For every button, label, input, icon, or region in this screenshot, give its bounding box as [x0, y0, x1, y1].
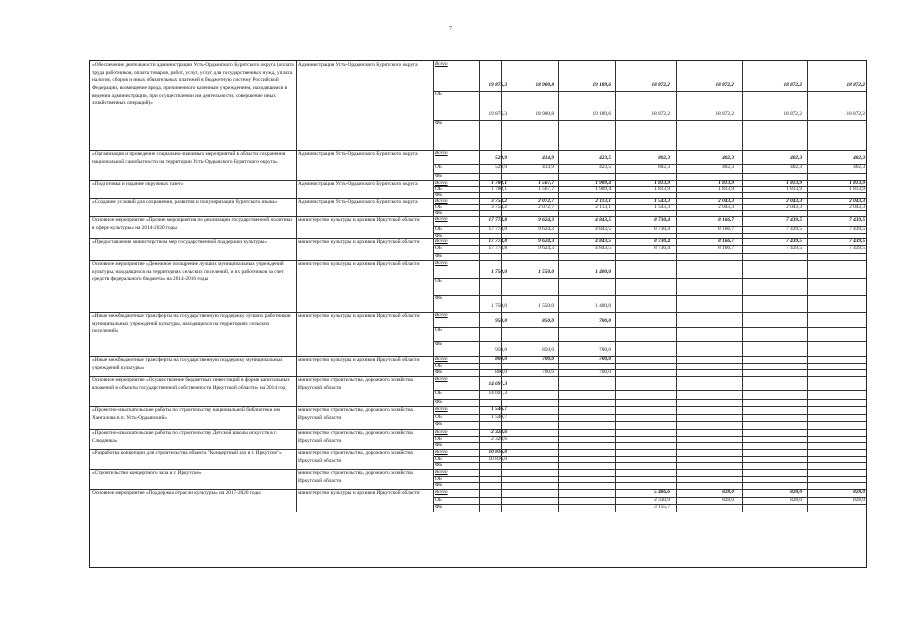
funding-source-row — [433, 245, 866, 253]
amount-cell: 529,9 — [495, 155, 507, 161]
amount-cell: 423,5 — [599, 164, 611, 170]
funding-source-label: Всего — [435, 180, 448, 186]
amount-cell: 4 843,5 — [595, 217, 611, 223]
table-row — [90, 429, 866, 449]
funding-source-label: Всего — [435, 406, 448, 412]
activity-description: «Создание условий для сохранения, развития и популяризации бурятского языка» — [92, 199, 278, 205]
activity-description: Основное мероприятие «Осуществление бюджетных инвестиций в форме капитальных вложений в объекты государственной собственности Иркутской области» на 2014 год — [92, 377, 290, 391]
table-row — [90, 356, 866, 376]
amount-cell: 10 816,0 — [488, 456, 507, 462]
funding-source-label: Всего — [435, 449, 448, 455]
amount-cell: 1 909,4 — [595, 186, 611, 192]
amount-cell: 828,0 — [790, 497, 802, 503]
responsible-executor: министерство культуры и архивов Иркутской области — [298, 217, 420, 223]
table-row — [90, 61, 866, 150]
table-row — [90, 406, 866, 429]
table-row — [90, 150, 866, 180]
funding-source-label: ФБ — [435, 210, 443, 216]
funding-source-row — [433, 226, 866, 233]
amount-cell: 1 567,7 — [538, 180, 554, 186]
amount-cell: 8 730,4 — [654, 217, 670, 223]
amount-cell: 2 043,3 — [718, 204, 734, 210]
funding-source-label: Всего — [435, 150, 448, 156]
funding-source-row — [433, 442, 866, 449]
amount-cell: 8 166,7 — [718, 226, 734, 232]
amount-cell: 14 691,3 — [488, 390, 507, 396]
amount-cell: 7 439,5 — [786, 226, 802, 232]
amount-cell: 2 043,3 — [849, 198, 865, 204]
table-row — [90, 469, 866, 489]
amount-cell: 18 872,2 — [715, 111, 734, 117]
table-row — [90, 312, 866, 356]
amount-cell: 18 872,2 — [783, 82, 802, 88]
funding-source-row — [433, 341, 866, 356]
table-row — [90, 489, 866, 512]
activity-description: «Иные межбюджетные трансферты на государственную поддержку лучших работников муниципальных учреждений культуры, находящихся на территориях сельских поселений» — [92, 313, 291, 335]
amount-cell: 850,0 — [542, 347, 554, 353]
subrow-divider — [433, 91, 866, 92]
table-row — [90, 180, 866, 198]
amount-cell: 18 872,2 — [715, 82, 734, 88]
amount-cell: 950,0 — [495, 347, 507, 353]
funding-source-row — [433, 260, 866, 278]
funding-source-row — [433, 61, 866, 91]
activity-description: «Предоставление министерством мер государственной поддержки культуры» — [92, 239, 267, 245]
funding-source-label: ФБ — [435, 173, 443, 179]
amount-cell: 700,0 — [542, 356, 554, 362]
amount-cell: 828,0 — [853, 489, 865, 495]
activity-description: Основное мероприятие «Денежное поощрение лучших муниципальных учреждений культуры, находящихся на территориях сельских поселений, и их работников за счет средств федерального бюджета» на 2014-2016 годы — [92, 261, 284, 283]
amount-cell: 402,3 — [790, 164, 802, 170]
amount-cell: 950,0 — [495, 318, 507, 324]
table-row — [90, 198, 866, 216]
amount-cell: 850,0 — [542, 318, 554, 324]
funding-source-label: ФБ — [435, 120, 443, 126]
funding-source-label: Всего — [435, 238, 448, 244]
table-row — [90, 238, 866, 260]
amount-cell: 414,9 — [542, 164, 554, 170]
amount-cell: 1 543,3 — [654, 204, 670, 210]
amount-cell: 1 546,7 — [491, 414, 507, 420]
amount-cell: 18 900,8 — [535, 82, 554, 88]
amount-cell: 2 328,6 — [491, 436, 507, 442]
amount-cell: 7 439,5 — [786, 217, 802, 223]
amount-cell: 2 328,6 — [491, 429, 507, 435]
funding-source-label: ОБ — [435, 245, 442, 251]
responsible-executor: министерство строительства, дорожного хозяйства Иркутской области — [298, 470, 413, 484]
funding-source-row — [433, 469, 866, 476]
column-divider — [296, 489, 297, 512]
column-divider — [296, 356, 297, 376]
amount-cell: 9 624,3 — [538, 217, 554, 223]
amount-cell: 402,3 — [853, 164, 865, 170]
funding-source-row — [433, 489, 866, 497]
amount-cell: 18 872,2 — [846, 111, 865, 117]
column-divider — [296, 376, 297, 406]
table-row — [90, 449, 866, 469]
column-divider — [296, 469, 297, 489]
funding-source-label: Всего — [435, 429, 448, 435]
funding-source-row — [433, 173, 866, 180]
funding-source-label: ОБ — [435, 226, 442, 232]
funding-source-label: ОБ — [435, 164, 442, 170]
subrow-divider — [433, 210, 866, 211]
funding-source-row — [433, 390, 866, 399]
activity-description: Основное мероприятие «Поддержка отрасли культуры» на 2017-2020 годы — [92, 490, 261, 496]
subrow-divider — [433, 278, 866, 279]
subrow-divider — [433, 120, 866, 121]
amount-cell: 9 624,3 — [538, 226, 554, 232]
activity-description: «Строительство концертного зала в г. Иркутске» — [92, 470, 202, 476]
subrow-divider — [433, 295, 866, 296]
funding-source-row — [433, 504, 866, 512]
amount-cell: 423,5 — [599, 155, 611, 161]
amount-cell: 4 843,5 — [595, 226, 611, 232]
funding-source-label: ФБ — [435, 233, 443, 239]
funding-source-label: ФБ — [435, 442, 443, 448]
amount-cell: 7 439,5 — [849, 226, 865, 232]
amount-cell: 700,0 — [599, 369, 611, 375]
funding-source-label: ФБ — [435, 504, 443, 510]
subrow-divider — [433, 476, 866, 477]
funding-source-label: ОБ — [435, 476, 442, 482]
funding-source-label: Всего — [435, 376, 448, 382]
responsible-executor: министерство строительства, дорожного хозяйства Иркутской области — [298, 450, 413, 464]
responsible-executor: министерство строительства, дорожного хозяйства Иркутской области — [298, 377, 413, 391]
amount-cell: 1 813,9 — [786, 180, 802, 186]
column-divider — [296, 180, 297, 198]
amount-cell: 1 813,9 — [654, 180, 670, 186]
subrow-divider — [433, 482, 866, 483]
subrow-divider — [433, 462, 866, 463]
amount-cell: 402,3 — [790, 155, 802, 161]
funding-source-label: Всего — [435, 356, 448, 362]
activity-description: «Обеспечение деятельности администрации Усть-Ордынского Бурятского округа (оплата труда работников, оплата товаров, работ, услуг, услуг для государственных нужд, уплата налогов, сборов и иных обязательных платежей в бюджетную систему Российской Федерации, возмещение вреда, причиненного казенным учреждением, находящимся в ведении администрации, при осуществлении им деятельности, совершение иных хозяйственных операций)» — [92, 62, 294, 107]
funding-source-row — [433, 150, 866, 164]
amount-cell: 700,0 — [599, 347, 611, 353]
amount-cell: 2 043,3 — [786, 204, 802, 210]
responsible-executor: министерство культуры и архивов Иркутской области — [298, 490, 420, 496]
responsible-executor: Администрация Усть-Ордынского Бурятского округа — [298, 151, 418, 157]
amount-cell: 4 843,5 — [595, 238, 611, 244]
activity-description: Основное мероприятие «Прочие мероприятия по реализации государственной политики в сфере культуры» на 2014-2020 годы — [92, 217, 292, 231]
funding-source-label: ФБ — [435, 482, 443, 488]
amount-cell: 3 155,7 — [654, 504, 670, 510]
amount-cell: 1 550,0 — [538, 303, 554, 309]
responsible-executor: министерство культуры и архивов Иркутской области — [298, 261, 420, 267]
funding-source-label: Всего — [435, 469, 448, 475]
amount-cell: 1 813,9 — [718, 180, 734, 186]
funding-source-label: ОБ — [435, 327, 442, 333]
amount-cell: 2 072,7 — [538, 198, 554, 204]
funding-source-label: ФБ — [435, 399, 443, 405]
amount-cell: 2 113,1 — [595, 204, 611, 210]
amount-cell: 700,0 — [542, 369, 554, 375]
amount-cell: 1 813,9 — [849, 186, 865, 192]
budget-table — [89, 60, 867, 568]
amount-cell: 700,0 — [599, 318, 611, 324]
funding-source-label: ОБ — [435, 456, 442, 462]
column-divider — [296, 198, 297, 216]
funding-source-label: ОБ — [435, 278, 442, 284]
amount-cell: 802,3 — [658, 164, 670, 170]
activity-description: «Разработка концепции для строительства объекта "Концертный зал в г. Иркутске"» — [92, 450, 282, 456]
responsible-executor: министерство культуры и архивов Иркутской области — [298, 239, 420, 245]
amount-cell: 17 774,8 — [488, 217, 507, 223]
funding-source-label: ФБ — [435, 369, 443, 375]
funding-source-label: ОБ — [435, 390, 442, 396]
amount-cell: 828,0 — [722, 489, 734, 495]
funding-source-row — [433, 295, 866, 312]
funding-source-row — [433, 421, 866, 429]
funding-source-row — [433, 399, 866, 406]
column-divider — [296, 429, 297, 449]
amount-cell: 17 774,8 — [488, 245, 507, 251]
amount-cell: 8 166,7 — [718, 217, 734, 223]
amount-cell: 1 750,0 — [491, 303, 507, 309]
activity-description: «Иные межбюджетные трансферты на государственную поддержку муниципальных учреждений культуры» — [92, 357, 283, 371]
amount-cell: 5 486,6 — [654, 489, 670, 495]
activity-description: «Организация и проведение социально-значимых мероприятий в области сохранения национальной самобытности на территории Усть-Ордынского Бурятского округа» — [92, 151, 286, 165]
amount-cell: 17 774,8 — [488, 226, 507, 232]
amount-cell: 1 546,7 — [491, 406, 507, 412]
funding-source-row — [433, 497, 866, 504]
amount-cell: 529,9 — [495, 164, 507, 170]
funding-source-row — [433, 429, 866, 436]
amount-cell: 1 543,3 — [654, 198, 670, 204]
subrow-divider — [433, 399, 866, 400]
amount-cell: 3 754,2 — [491, 204, 507, 210]
amount-cell: 1 567,7 — [538, 186, 554, 192]
amount-cell: 1 909,4 — [595, 180, 611, 186]
funding-source-label: ОБ — [435, 436, 442, 442]
funding-source-label: ФБ — [435, 341, 443, 347]
funding-source-row — [433, 327, 866, 341]
funding-source-row — [433, 376, 866, 390]
funding-source-row — [433, 91, 866, 120]
funding-source-row — [433, 482, 866, 489]
amount-cell: 1 813,9 — [849, 180, 865, 186]
amount-cell: 18 872,2 — [846, 82, 865, 88]
amount-cell: 7 439,5 — [786, 245, 802, 251]
amount-cell: 3 754,2 — [491, 198, 507, 204]
amount-cell: 19 875,3 — [488, 111, 507, 117]
amount-cell: 7 439,5 — [849, 217, 865, 223]
amount-cell: 9 624,3 — [538, 238, 554, 244]
amount-cell: 1 400,0 — [595, 303, 611, 309]
responsible-executor: министерство культуры и архивов Иркутской области — [298, 313, 420, 319]
amount-cell: 800,0 — [495, 356, 507, 362]
amount-cell: 2 043,3 — [718, 198, 734, 204]
activity-description: «Подготовка и издание окружных газет» — [92, 181, 184, 187]
amount-cell: 17 774,8 — [488, 238, 507, 244]
amount-cell: 9 624,3 — [538, 245, 554, 251]
amount-cell: 402,3 — [722, 155, 734, 161]
responsible-executor: министерство строительства, дорожного хозяйства Иркутской области — [298, 430, 413, 444]
table-row — [90, 376, 866, 406]
amount-cell: 402,3 — [722, 164, 734, 170]
funding-source-row — [433, 414, 866, 421]
funding-source-row — [433, 164, 866, 173]
column-divider — [296, 449, 297, 469]
funding-source-row — [433, 449, 866, 456]
subrow-divider — [433, 421, 866, 422]
funding-source-row — [433, 216, 866, 226]
amount-cell: 2 043,3 — [849, 204, 865, 210]
amount-cell: 828,0 — [722, 497, 734, 503]
funding-source-label: ОБ — [435, 91, 442, 97]
amount-cell: 7 439,5 — [849, 238, 865, 244]
subrow-divider — [433, 327, 866, 328]
amount-cell: 8 166,7 — [718, 238, 734, 244]
amount-cell: 800,0 — [495, 369, 507, 375]
funding-source-label: ФБ — [435, 462, 443, 468]
funding-source-label: ОБ — [435, 414, 442, 420]
column-divider — [296, 312, 297, 356]
amount-cell: 8 730,4 — [654, 226, 670, 232]
amount-cell: 1 780,1 — [491, 186, 507, 192]
page-number: 7 — [449, 26, 452, 32]
funding-source-row — [433, 406, 866, 414]
amount-cell: 2 072,7 — [538, 204, 554, 210]
funding-source-label: ОБ — [435, 497, 442, 503]
funding-source-row — [433, 462, 866, 469]
funding-source-label: Всего — [435, 312, 448, 318]
amount-cell: 402,3 — [853, 155, 865, 161]
funding-source-row — [433, 120, 866, 150]
amount-cell: 7 439,5 — [786, 238, 802, 244]
amount-cell: 2 330,9 — [654, 497, 670, 503]
amount-cell: 1 813,9 — [718, 186, 734, 192]
amount-cell: 1 813,9 — [654, 186, 670, 192]
amount-cell: 8 730,4 — [654, 245, 670, 251]
funding-source-label: Всего — [435, 61, 448, 67]
amount-cell: 1 780,1 — [491, 180, 507, 186]
responsible-executor: Администрация Усть-Ордынского Бурятского округа — [298, 62, 418, 68]
table-row — [90, 260, 866, 312]
funding-source-row — [433, 238, 866, 245]
subrow-divider — [433, 442, 866, 443]
amount-cell: 8 730,4 — [654, 238, 670, 244]
amount-cell: 802,3 — [658, 155, 670, 161]
funding-source-label: ФБ — [435, 253, 443, 259]
column-divider — [296, 150, 297, 180]
responsible-executor: Администрация Усть-Ордынского Бурятского округа — [298, 199, 418, 205]
funding-source-label: ОБ — [435, 186, 442, 192]
amount-cell: 19 189,6 — [592, 111, 611, 117]
amount-cell: 828,0 — [853, 497, 865, 503]
column-divider — [296, 61, 297, 150]
activity-description: «Проектно-изыскательские работы по строительству Детской школы искусств в г. Слюдянка» — [92, 430, 278, 444]
funding-source-row — [433, 369, 866, 376]
responsible-executor: министерство строительства, дорожного хозяйства Иркутской области — [298, 407, 413, 421]
funding-source-label: ОБ — [435, 363, 442, 369]
funding-source-row — [433, 253, 866, 260]
amount-cell: 1 400,0 — [595, 269, 611, 275]
funding-source-label: Всего — [435, 489, 448, 495]
amount-cell: 414,9 — [542, 155, 554, 161]
responsible-executor: Администрация Усть-Ордынского Бурятского округа — [298, 181, 418, 187]
table-row — [90, 216, 866, 238]
column-divider — [296, 406, 297, 429]
amount-cell: 19 875,3 — [488, 82, 507, 88]
amount-cell: 10 816,0 — [488, 449, 507, 455]
funding-source-label: ФБ — [435, 295, 443, 301]
amount-cell: 8 166,7 — [718, 245, 734, 251]
amount-cell: 1 550,0 — [538, 269, 554, 275]
amount-cell: 14 691,3 — [488, 381, 507, 387]
subrow-divider — [433, 253, 866, 254]
subrow-divider — [433, 341, 866, 342]
amount-cell: 1 813,9 — [786, 186, 802, 192]
amount-cell: 18 872,2 — [783, 111, 802, 117]
subrow-divider — [433, 192, 866, 193]
amount-cell: 19 189,6 — [592, 82, 611, 88]
amount-cell: 18 872,2 — [651, 82, 670, 88]
funding-source-label: Всего — [435, 216, 448, 222]
amount-cell: 828,0 — [790, 489, 802, 495]
amount-cell: 4 843,5 — [595, 245, 611, 251]
activity-description: «Проектно-изыскательские работы по строительству национальной библиотеки им Хангалова в п. Усть-Ордынский» — [92, 407, 280, 421]
amount-cell: 18 872,2 — [651, 111, 670, 117]
amount-cell: 7 439,5 — [849, 245, 865, 251]
amount-cell: 2 043,3 — [786, 198, 802, 204]
subrow-divider — [433, 363, 866, 364]
funding-source-row — [433, 278, 866, 295]
column-divider — [296, 260, 297, 312]
subrow-divider — [433, 173, 866, 174]
funding-source-row — [433, 356, 866, 363]
subrow-divider — [433, 233, 866, 234]
funding-source-label: ОБ — [435, 204, 442, 210]
amount-cell: 1 750,0 — [491, 269, 507, 275]
funding-source-label: ФБ — [435, 421, 443, 427]
amount-cell: 2 113,1 — [595, 198, 611, 204]
column-divider — [296, 216, 297, 238]
funding-source-row — [433, 312, 866, 327]
column-divider — [296, 238, 297, 260]
funding-source-label: Всего — [435, 198, 448, 204]
funding-source-label: ФБ — [435, 192, 443, 198]
amount-cell: 18 900,8 — [535, 111, 554, 117]
funding-source-label: Всего — [435, 260, 448, 266]
responsible-executor: министерство культуры и архивов Иркутской области — [298, 357, 420, 363]
amount-cell: 700,0 — [599, 356, 611, 362]
